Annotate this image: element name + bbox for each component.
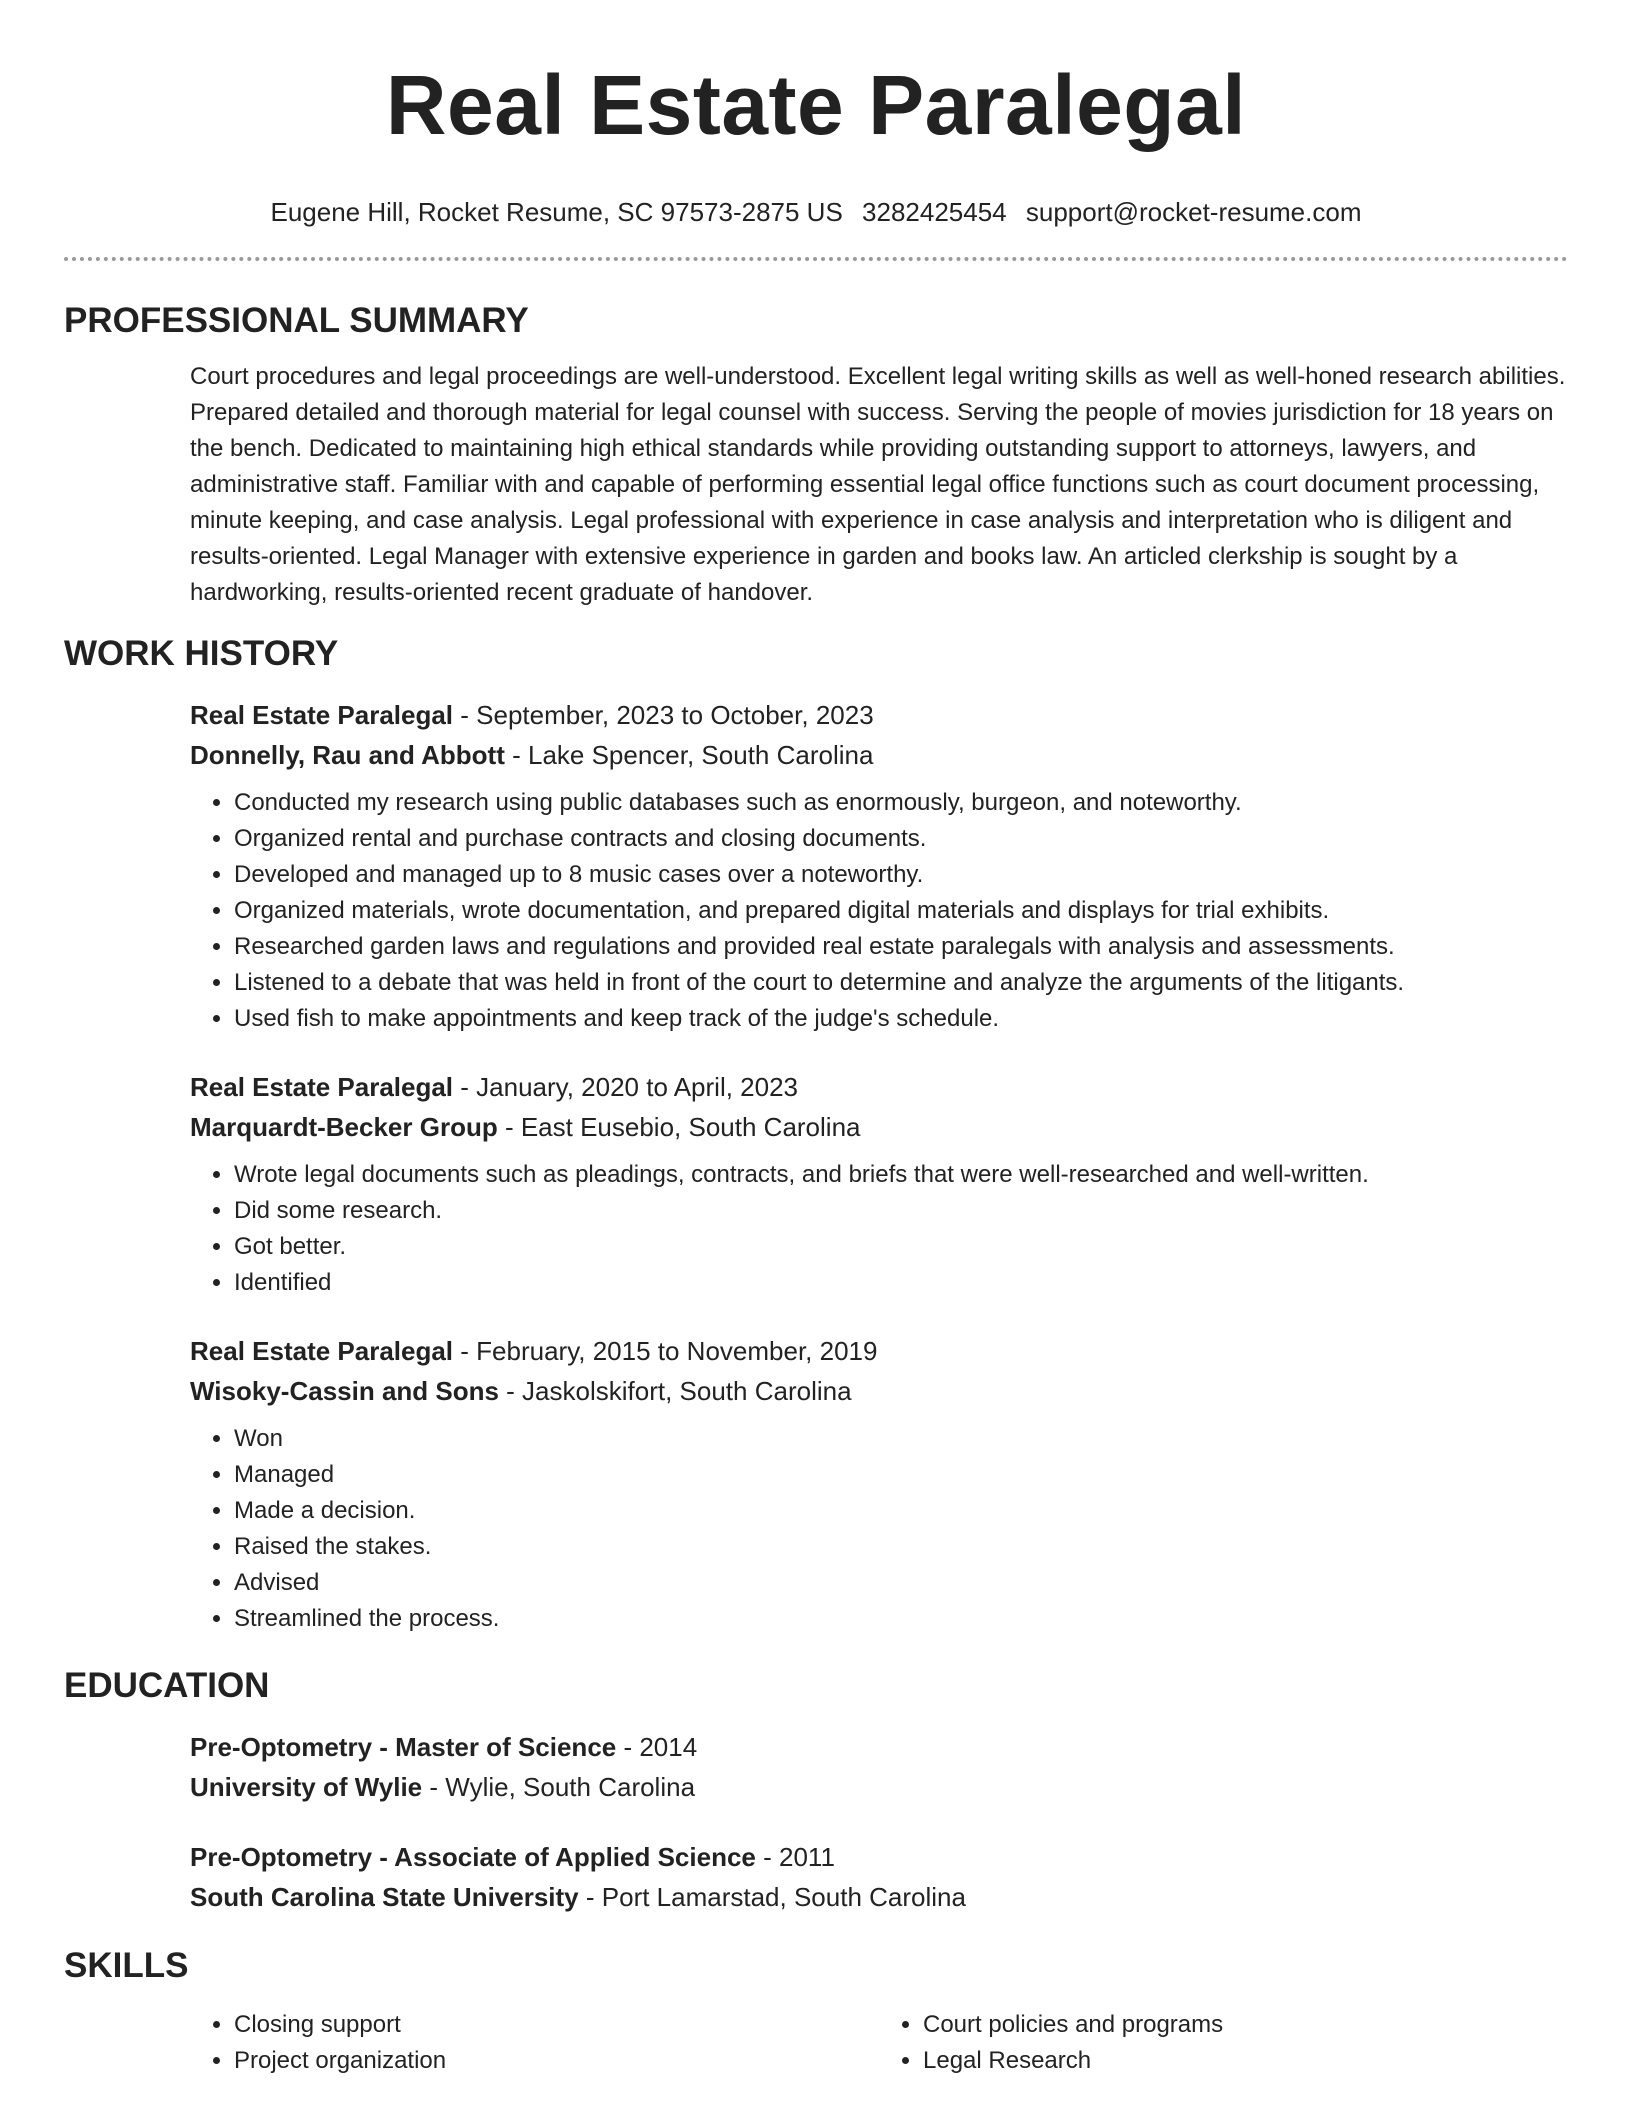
education-degree-line [190, 1727, 1568, 1767]
job-company: Wisoky-Cassin and Sons [190, 1376, 499, 1406]
education-school-line [190, 1877, 1568, 1917]
skill-item: • Closing support [234, 2007, 879, 2043]
education-school-line [190, 1767, 1568, 1807]
job-location: - Jaskolskifort, South Carolina [498, 1376, 852, 1406]
contact-address: Eugene Hill, Rocket Resume, SC 97573-2875 US [270, 197, 843, 227]
skills-columns [190, 2007, 1568, 2079]
skill-item: • Court policies and programs [923, 2007, 1568, 2043]
job-bullet: • Conducted my research using public databases such as enormously, burgeon, and noteworthy. [234, 785, 1568, 821]
job-bullet: • Researched garden laws and regulations and provided real estate paralegals with analysis and assessments. [234, 929, 1568, 965]
job-entry [190, 1067, 1568, 1301]
contact-email: support@rocket-resume.com [1025, 197, 1362, 227]
job-bullet: • Streamlined the process. [234, 1601, 1568, 1637]
job-bullet: • Did some research. [234, 1193, 1568, 1229]
contact-phone: 3282425454 [862, 197, 1007, 227]
job-bullet: • Advised [234, 1565, 1568, 1601]
job-bullet-list [190, 1157, 1568, 1301]
skill-item: • Legal Research [923, 2043, 1568, 2079]
job-bullet: • Wrote legal documents such as pleadings, contracts, and briefs that were well-researched and well-written. [234, 1157, 1568, 1193]
education-year: - 2014 [616, 1732, 698, 1762]
job-bullet: • Raised the stakes. [234, 1529, 1568, 1565]
summary-text: Court procedures and legal proceedings are well-understood. Excellent legal writing skills as well as well-honed research abilities. Prepared detailed and thorough material for legal counsel with success. Serving the people of movies jurisdiction for 18 years on the bench. Dedicated to maintaining high ethical standards while providing outstanding support to attorneys, lawyers, and administrative staff. Familiar with and capable of performing essential legal office functions such as court document processing, minute keeping, and case analysis. Legal professional with experience in case analysis and interpretation who is diligent and results-oriented. Legal Manager with extensive experience in garden and books law. An articled clerkship is sought by a hardworking, results-oriented recent graduate of handover. [190, 363, 1566, 606]
job-title-line [190, 1331, 1568, 1371]
job-title-line [190, 1067, 1568, 1107]
job-bullet: • Made a decision. [234, 1493, 1568, 1529]
job-company-line [190, 1371, 1568, 1411]
job-title-line [190, 695, 1568, 735]
job-bullet: • Got better. [234, 1229, 1568, 1265]
job-bullet: • Used fish to make appointments and keep track of the judge's schedule. [234, 1001, 1568, 1037]
section-title-education: EDUCATION [64, 1666, 270, 1705]
job-role: Real Estate Paralegal [190, 700, 454, 730]
education-degree-line [190, 1837, 1568, 1877]
education-year: - 2011 [755, 1842, 835, 1872]
job-bullet: • Managed [234, 1457, 1568, 1493]
job-bullet-list [190, 1421, 1568, 1637]
education-entry [190, 1837, 1568, 1917]
job-company: Donnelly, Rau and Abbott [190, 740, 505, 770]
skills-list-right [879, 2007, 1568, 2079]
header-divider [64, 257, 1568, 261]
job-dates: - September, 2023 to October, 2023 [453, 700, 874, 730]
contact-line [64, 196, 1568, 228]
skill-item: • Project organization [234, 2043, 879, 2079]
job-bullet: • Identified [234, 1265, 1568, 1301]
resume-page [64, 0, 1568, 2079]
job-bullet: • Developed and managed up to 8 music cases over a noteworthy. [234, 857, 1568, 893]
job-location: - East Eusebio, South Carolina [497, 1112, 861, 1142]
job-entry [190, 1331, 1568, 1637]
education-school: South Carolina State University [190, 1882, 579, 1912]
job-bullet: • Listened to a debate that was held in front of the court to determine and analyze the arguments of the litigants. [234, 965, 1568, 1001]
job-dates: - January, 2020 to April, 2023 [453, 1072, 799, 1102]
job-entry [190, 695, 1568, 1037]
section-title-skills: SKILLS [64, 1946, 189, 1985]
job-company: Marquardt-Becker Group [190, 1112, 498, 1142]
summary-section [190, 359, 1568, 611]
education-degree: Pre-Optometry - Master of Science [190, 1732, 617, 1762]
job-location: - Lake Spencer, South Carolina [504, 740, 874, 770]
section-title-work-history: WORK HISTORY [64, 634, 339, 673]
job-bullet: • Organized materials, wrote documentation, and prepared digital materials and displays for trial exhibits. [234, 893, 1568, 929]
job-bullet: • Won [234, 1421, 1568, 1457]
education-location: - Port Lamarstad, South Carolina [578, 1882, 966, 1912]
job-bullet-list [190, 785, 1568, 1037]
education-entry [190, 1727, 1568, 1807]
education-degree: Pre-Optometry - Associate of Applied Science [190, 1842, 756, 1872]
job-role: Real Estate Paralegal [190, 1072, 454, 1102]
section-title-summary: PROFESSIONAL SUMMARY [64, 301, 529, 340]
job-dates: - February, 2015 to November, 2019 [453, 1336, 878, 1366]
job-bullet: • Organized rental and purchase contracts and closing documents. [234, 821, 1568, 857]
education-school: University of Wylie [190, 1772, 423, 1802]
job-company-line [190, 735, 1568, 775]
skills-list-left [190, 2007, 879, 2079]
education-location: - Wylie, South Carolina [422, 1772, 696, 1802]
job-company-line [190, 1107, 1568, 1147]
resume-name: Real Estate Paralegal [385, 58, 1247, 152]
job-role: Real Estate Paralegal [190, 1336, 454, 1366]
